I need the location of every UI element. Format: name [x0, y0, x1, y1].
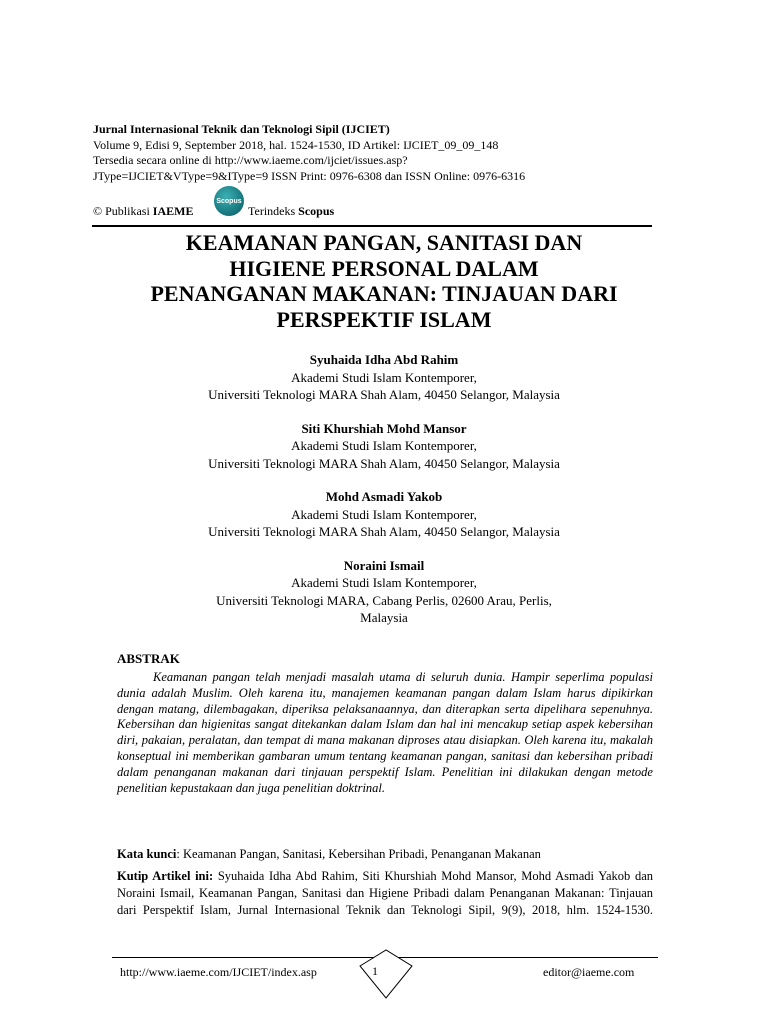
author-block: [92, 557, 676, 627]
keywords-text: : Keamanan Pangan, Sanitasi, Kebersihan Pribadi, Penanganan Makanan: [176, 847, 541, 861]
journal-title: Jurnal Internasional Teknik dan Teknologi Sipil (IJCIET): [93, 122, 390, 136]
author-block: [92, 488, 676, 541]
keywords-label: Kata kunci: [117, 847, 177, 861]
author-affiliation: Universiti Teknologi MARA Shah Alam, 40450 Selangor, Malaysia: [208, 524, 560, 539]
author-block: [92, 351, 676, 404]
citation-label: Kutip Artikel ini:: [117, 869, 214, 883]
citation-text: Syuhaida Idha Abd Rahim, Siti Khurshiah Mohd Mansor, Mohd Asmadi Yakob dan Noraini Ismail, Keamanan Pangan, Sanitasi dan Higiene Pribadi dalam Penanganan Makanan: Tinjauan dari Perspektif Islam, Jurnal Internasional Teknik dan Teknologi Sipil, 9(9), 2018, hlm. 1524-1530.: [117, 869, 653, 917]
author-affiliation: Universiti Teknologi MARA Shah Alam, 40450 Selangor, Malaysia: [208, 387, 560, 402]
abstract-body: Keamanan pangan telah menjadi masalah utama di seluruh dunia. Hampir seperlima populasi dunia adalah Muslim. Oleh karena itu, manajemen keamanan pangan dalam Islam harus dipikirkan dengan matang, dilembagakan, diperiksa pelaksanaannya, dan diterapkan serta dipelihara sepenuhnya. Kebersihan dan higienitas sangat ditekankan dalam Islam dan hal ini mencakup setiap aspek kebersihan diri, pakaian, peralatan, dan tempat di mana makanan diproses atau disiapkan. Oleh karena itu, makalah konseptual ini memberikan gambaran umum tentang keamanan pangan, sanitasi dan kebersihan pribadi dalam penanganan makanan dari tinjauan perspektif Islam. Penelitian ini dilakukan dengan metode penelitian kepustakaan dan juga penelitian doktrinal.: [117, 670, 653, 795]
title-line: PENANGANAN MAKANAN: TINJAUAN DARI: [150, 281, 618, 306]
title-line: PERSPEKTIF ISLAM: [276, 306, 492, 332]
indexed-line: [248, 204, 334, 219]
page-number: 1: [372, 964, 378, 978]
author-name: Mohd Asmadi Yakob: [325, 489, 443, 504]
publisher-name: IAEME: [152, 204, 194, 218]
scopus-logo-icon: [214, 186, 244, 216]
keywords-line: [117, 847, 657, 862]
page-number-diamond-icon: [350, 948, 422, 1000]
abstract-heading: ABSTRAK: [117, 651, 180, 666]
scopus-badge-text: Scopus: [216, 197, 242, 205]
journal-header: [93, 122, 683, 184]
title-line: HIGIENE PERSONAL DALAM: [229, 255, 539, 281]
author-affiliation: Akademi Studi Islam Kontemporer,: [291, 575, 477, 590]
publisher-line: [93, 204, 193, 219]
footer-url-link[interactable]: http://www.iaeme.com/IJCIET/index.asp: [120, 965, 317, 979]
title-line: KEAMANAN PANGAN, SANITASI DAN: [185, 230, 583, 255]
header-divider: [92, 225, 652, 227]
author-name: Syuhaida Idha Abd Rahim: [309, 352, 459, 367]
paper-title: [92, 230, 676, 332]
author-list: [92, 351, 676, 643]
author-name: Siti Khurshiah Mohd Mansor: [301, 420, 467, 436]
author-affiliation: Malaysia: [360, 610, 408, 625]
author-affiliation: Akademi Studi Islam Kontemporer,: [291, 369, 477, 385]
author-affiliation: Universiti Teknologi MARA, Cabang Perlis, 02600 Arau, Perlis,: [216, 592, 552, 608]
publisher-prefix: © Publikasi: [93, 204, 150, 218]
author-name: Noraini Ismail: [343, 557, 425, 573]
author-block: [92, 420, 676, 473]
author-affiliation: Universiti Teknologi MARA Shah Alam, 40450 Selangor, Malaysia: [208, 455, 560, 471]
author-affiliation: Akademi Studi Islam Kontemporer,: [291, 506, 477, 522]
online-availability-line: Tersedia secara online di http://www.iaeme.com/ijciet/issues.asp?: [93, 153, 408, 167]
citation-paragraph: [117, 868, 653, 919]
author-affiliation: Akademi Studi Islam Kontemporer,: [291, 438, 477, 453]
issn-line: JType=IJCIET&VType=9&IType=9 ISSN Print: 0976-6308 dan ISSN Online: 0976-6316: [93, 168, 526, 183]
indexed-prefix: Terindeks: [248, 204, 296, 218]
indexed-name: Scopus: [298, 204, 335, 218]
volume-line: Volume 9, Edisi 9, September 2018, hal. 1524-1530, ID Artikel: IJCIET_09_09_148: [93, 137, 499, 152]
footer-email-link[interactable]: editor@iaeme.com: [543, 965, 635, 979]
